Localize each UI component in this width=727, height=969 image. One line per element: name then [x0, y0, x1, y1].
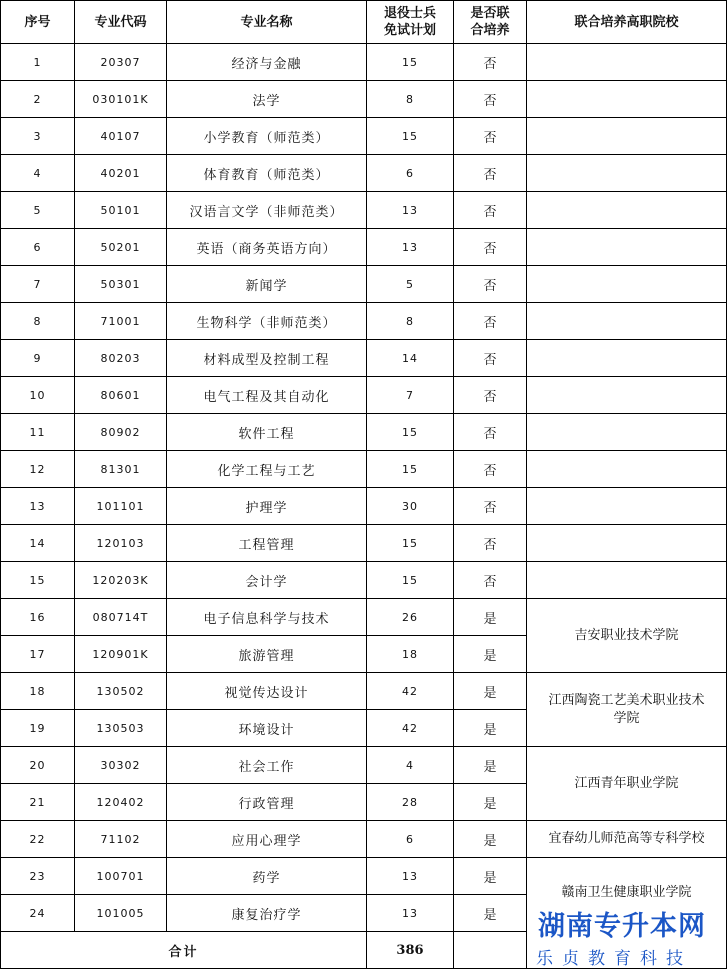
cell-code: 80203: [75, 340, 167, 377]
cell-college-empty: [527, 266, 727, 303]
cell-joint: 否: [454, 340, 527, 377]
cell-college-empty: [527, 488, 727, 525]
watermark: [528, 904, 727, 969]
cell-joint: 否: [454, 562, 527, 599]
cell-name: 药学: [167, 858, 367, 895]
cell-seq: 16: [1, 599, 75, 636]
cell-college-empty: [527, 155, 727, 192]
cell-joint: 否: [454, 44, 527, 81]
cell-seq: 19: [1, 710, 75, 747]
cell-seq: 3: [1, 118, 75, 155]
cell-joint: 否: [454, 303, 527, 340]
cell-college-empty: [527, 377, 727, 414]
cell-joint: 否: [454, 229, 527, 266]
cell-name: 体育教育（师范类）: [167, 155, 367, 192]
cell-joint: 否: [454, 192, 527, 229]
total-label: 合计: [1, 932, 367, 969]
cell-name: 英语（商务英语方向）: [167, 229, 367, 266]
cell-quota: 6: [367, 821, 454, 858]
cell-joint: 否: [454, 414, 527, 451]
cell-quota: 28: [367, 784, 454, 821]
cell-quota: 7: [367, 377, 454, 414]
cell-joint: 是: [454, 821, 527, 858]
cell-college-empty: [527, 525, 727, 562]
cell-seq: 13: [1, 488, 75, 525]
cell-seq: 24: [1, 895, 75, 932]
cell-name: 经济与金融: [167, 44, 367, 81]
cell-quota: 5: [367, 266, 454, 303]
cell-code: 120103: [75, 525, 167, 562]
cell-joint: 是: [454, 710, 527, 747]
cell-college-empty: [527, 451, 727, 488]
cell-college-empty: [527, 303, 727, 340]
cell-quota: 6: [367, 155, 454, 192]
cell-seq: 12: [1, 451, 75, 488]
cell-code: 101101: [75, 488, 167, 525]
cell-code: 71001: [75, 303, 167, 340]
cell-name: 行政管理: [167, 784, 367, 821]
table-row: [1, 451, 727, 488]
cell-college-empty: [527, 192, 727, 229]
cell-joint: 是: [454, 636, 527, 673]
cell-joint: 否: [454, 155, 527, 192]
cell-quota: 18: [367, 636, 454, 673]
cell-name: 电子信息科学与技术: [167, 599, 367, 636]
cell-college-empty: [527, 340, 727, 377]
table-row: [1, 858, 727, 895]
cell-name: 社会工作: [167, 747, 367, 784]
cell-name: 视觉传达设计: [167, 673, 367, 710]
cell-joint: 否: [454, 81, 527, 118]
cell-code: 80601: [75, 377, 167, 414]
cell-name: 新闻学: [167, 266, 367, 303]
cell-code: 71102: [75, 821, 167, 858]
cell-joint: 是: [454, 895, 527, 932]
cell-quota: 13: [367, 192, 454, 229]
table-row: [1, 340, 727, 377]
cell-seq: 9: [1, 340, 75, 377]
cell-college-empty: [527, 44, 727, 81]
cell-code: 50201: [75, 229, 167, 266]
cell-code: 40107: [75, 118, 167, 155]
cell-quota: 4: [367, 747, 454, 784]
cell-seq: 1: [1, 44, 75, 81]
cell-joint: 是: [454, 784, 527, 821]
cell-joint: 是: [454, 858, 527, 895]
cell-name: 电气工程及其自动化: [167, 377, 367, 414]
header-seq: 序号: [1, 1, 75, 44]
cell-code: 130503: [75, 710, 167, 747]
cell-seq: 4: [1, 155, 75, 192]
cell-quota: 15: [367, 414, 454, 451]
cell-joint: 否: [454, 488, 527, 525]
cell-quota: 13: [367, 858, 454, 895]
cell-name: 会计学: [167, 562, 367, 599]
table-row: [1, 229, 727, 266]
cell-name: 软件工程: [167, 414, 367, 451]
cell-seq: 21: [1, 784, 75, 821]
cell-code: 40201: [75, 155, 167, 192]
cell-joint: 否: [454, 451, 527, 488]
table-row: [1, 44, 727, 81]
cell-code: 120203K: [75, 562, 167, 599]
cell-quota: 15: [367, 44, 454, 81]
cell-quota: 15: [367, 118, 454, 155]
cell-seq: 23: [1, 858, 75, 895]
cell-seq: 22: [1, 821, 75, 858]
cell-quota: 30: [367, 488, 454, 525]
cell-code: 20307: [75, 44, 167, 81]
table-row: [1, 562, 727, 599]
total-value: 386: [367, 932, 454, 969]
cell-name: 工程管理: [167, 525, 367, 562]
cell-name: 材料成型及控制工程: [167, 340, 367, 377]
cell-name: 汉语言文学（非师范类）: [167, 192, 367, 229]
watermark-title: 湖南专升本网: [538, 911, 706, 942]
cell-code: 30302: [75, 747, 167, 784]
cell-seq: 2: [1, 81, 75, 118]
cell-seq: 10: [1, 377, 75, 414]
cell-quota: 42: [367, 673, 454, 710]
cell-college: 赣南卫生健康职业学院: [527, 858, 727, 969]
table-row: [1, 414, 727, 451]
header-code: 专业代码: [75, 1, 167, 44]
cell-name: 康复治疗学: [167, 895, 367, 932]
cell-code: 120901K: [75, 636, 167, 673]
header-name: 专业名称: [167, 1, 367, 44]
table-row: [1, 118, 727, 155]
table-row: [1, 599, 727, 636]
cell-seq: 8: [1, 303, 75, 340]
cell-joint: 是: [454, 599, 527, 636]
cell-seq: 15: [1, 562, 75, 599]
cell-code: 50101: [75, 192, 167, 229]
header-joint: 是否联 合培养: [454, 1, 527, 44]
cell-college: 江西陶瓷工艺美术职业技术 学院: [527, 673, 727, 747]
cell-college-empty: [527, 118, 727, 155]
table-row: [1, 377, 727, 414]
table-row: [1, 155, 727, 192]
table-row: [1, 266, 727, 303]
cell-code: 030101K: [75, 81, 167, 118]
cell-seq: 17: [1, 636, 75, 673]
cell-name: 旅游管理: [167, 636, 367, 673]
cell-name: 法学: [167, 81, 367, 118]
cell-code: 130502: [75, 673, 167, 710]
cell-college: 江西青年职业学院: [527, 747, 727, 821]
watermark-subtitle: 乐贞教育科技: [536, 949, 692, 969]
table-row: [1, 192, 727, 229]
cell-college-empty: [527, 229, 727, 266]
cell-seq: 20: [1, 747, 75, 784]
cell-college-empty: [527, 562, 727, 599]
cell-joint: 否: [454, 118, 527, 155]
cell-joint: 否: [454, 377, 527, 414]
cell-quota: 15: [367, 525, 454, 562]
cell-college: 吉安职业技术学院: [527, 599, 727, 673]
cell-joint: 是: [454, 747, 527, 784]
table-row: [1, 81, 727, 118]
cell-code: 50301: [75, 266, 167, 303]
cell-seq: 18: [1, 673, 75, 710]
table-row: [1, 488, 727, 525]
cell-college-empty: [527, 81, 727, 118]
table-row: [1, 303, 727, 340]
cell-quota: 14: [367, 340, 454, 377]
cell-quota: 8: [367, 303, 454, 340]
cell-quota: 42: [367, 710, 454, 747]
cell-college-empty: [527, 414, 727, 451]
cell-name: 护理学: [167, 488, 367, 525]
cell-code: 81301: [75, 451, 167, 488]
cell-quota: 8: [367, 81, 454, 118]
cell-quota: 13: [367, 895, 454, 932]
cell-name: 小学教育（师范类）: [167, 118, 367, 155]
cell-name: 应用心理学: [167, 821, 367, 858]
table-row: [1, 821, 727, 858]
cell-seq: 7: [1, 266, 75, 303]
cell-name: 化学工程与工艺: [167, 451, 367, 488]
table-row: [1, 525, 727, 562]
cell-joint: 否: [454, 525, 527, 562]
cell-quota: 13: [367, 229, 454, 266]
cell-seq: 14: [1, 525, 75, 562]
cell-college: 宜春幼儿师范高等专科学校: [527, 821, 727, 858]
cell-quota: 15: [367, 451, 454, 488]
cell-quota: 15: [367, 562, 454, 599]
cell-name: 环境设计: [167, 710, 367, 747]
header-college: 联合培养高职院校: [527, 1, 727, 44]
table-row: [1, 673, 727, 710]
header-row: [1, 1, 727, 44]
cell-joint: 是: [454, 673, 527, 710]
cell-joint: 否: [454, 266, 527, 303]
cell-code: 080714T: [75, 599, 167, 636]
cell-name: 生物科学（非师范类）: [167, 303, 367, 340]
cell-code: 100701: [75, 858, 167, 895]
cell-seq: 5: [1, 192, 75, 229]
cell-seq: 11: [1, 414, 75, 451]
cell-code: 120402: [75, 784, 167, 821]
table-row: [1, 747, 727, 784]
cell-code: 80902: [75, 414, 167, 451]
cell-quota: 26: [367, 599, 454, 636]
cell-seq: 6: [1, 229, 75, 266]
total-joint-empty: [454, 932, 527, 969]
cell-code: 101005: [75, 895, 167, 932]
header-quota: 退役士兵 免试计划: [367, 1, 454, 44]
